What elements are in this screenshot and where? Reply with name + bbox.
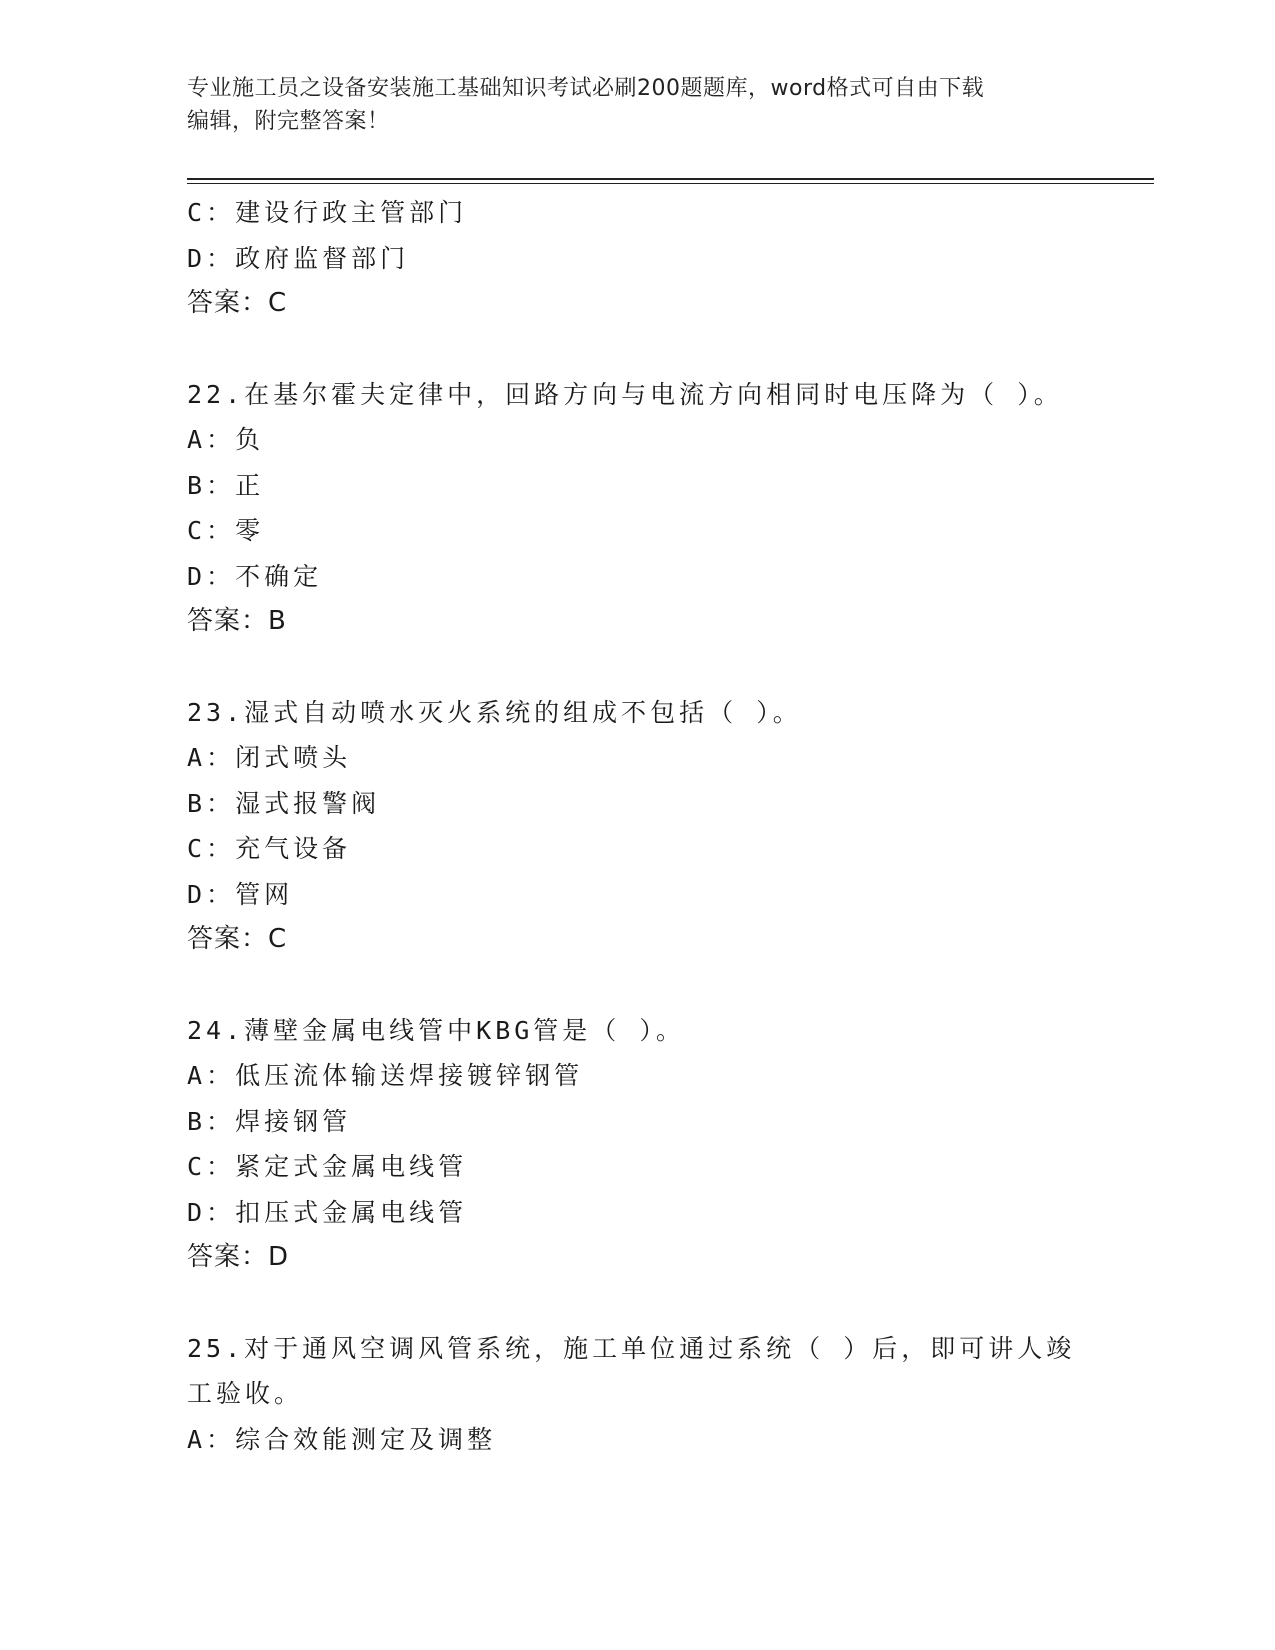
question-stem-line-1: 25.对于通风空调风管系统，施工单位通过系统（ ）后，即可讲人竣 bbox=[187, 1333, 1076, 1363]
question-24 bbox=[187, 1008, 1087, 1281]
option-text: 低压流体输送焊接镀锌钢管 bbox=[235, 1061, 584, 1090]
option-text: 管网 bbox=[235, 879, 294, 909]
option-text: 闭式喷头 bbox=[235, 743, 352, 772]
option-b bbox=[187, 463, 1087, 509]
question-25 bbox=[187, 1326, 1087, 1463]
question-22 bbox=[187, 372, 1087, 645]
option-label: C： bbox=[187, 834, 236, 863]
option-c bbox=[187, 1144, 1087, 1190]
option-label: D： bbox=[187, 243, 236, 273]
option-label: B： bbox=[187, 1106, 236, 1136]
option-label: A： bbox=[187, 743, 236, 772]
question-stem: 22.在基尔霍夫定律中，回路方向与电流方向相同时电压降为（ ）。 bbox=[187, 379, 1063, 409]
spacer bbox=[187, 645, 1087, 690]
option-text: 不确定 bbox=[235, 561, 323, 591]
option-text: 扣压式金属电线管 bbox=[235, 1197, 468, 1227]
option-label: A： bbox=[187, 425, 236, 454]
option-text: 零 bbox=[235, 516, 265, 545]
answer: 答案：D bbox=[187, 1242, 290, 1272]
option-label: B： bbox=[187, 788, 236, 818]
header-title-line-2: 编辑，附完整答案！ bbox=[187, 109, 390, 134]
question-21-continued bbox=[187, 190, 1087, 327]
answer: 答案：B bbox=[187, 606, 287, 636]
option-text: 负 bbox=[235, 425, 265, 454]
option-d bbox=[187, 554, 1087, 600]
option-text: 充气设备 bbox=[235, 834, 352, 863]
option-label: C： bbox=[187, 198, 236, 227]
answer: 答案：C bbox=[187, 924, 288, 954]
question-stem: 24.薄壁金属电线管中KBG管是（ ）。 bbox=[187, 1015, 685, 1045]
option-text: 焊接钢管 bbox=[235, 1106, 352, 1136]
option-text: 建设行政主管部门 bbox=[235, 198, 468, 227]
question-list bbox=[187, 190, 1087, 1462]
answer: 答案：C bbox=[187, 288, 288, 318]
option-b bbox=[187, 781, 1087, 827]
option-c bbox=[187, 508, 1087, 554]
document-header bbox=[187, 72, 1067, 138]
option-label: D： bbox=[187, 561, 236, 591]
option-d bbox=[187, 1190, 1087, 1236]
header-title-line-1: 专业施工员之设备安装施工基础知识考试必刷200题题库，word格式可自由下载 bbox=[187, 76, 985, 101]
spacer bbox=[187, 327, 1087, 372]
option-d bbox=[187, 872, 1087, 918]
option-a bbox=[187, 417, 1087, 463]
option-label: C： bbox=[187, 1152, 236, 1181]
spacer bbox=[187, 1281, 1087, 1326]
option-a bbox=[187, 1053, 1087, 1099]
header-divider-thin bbox=[187, 183, 1154, 184]
question-stem-line-2: 工验收。 bbox=[187, 1379, 304, 1408]
option-d bbox=[187, 236, 1087, 282]
option-label: C： bbox=[187, 516, 236, 545]
question-stem: 23.湿式自动喷水灭火系统的组成不包括（ ）。 bbox=[187, 697, 802, 727]
spacer bbox=[187, 963, 1087, 1008]
option-text: 紧定式金属电线管 bbox=[235, 1152, 468, 1181]
option-c bbox=[187, 190, 1087, 236]
option-a bbox=[187, 1417, 1087, 1463]
option-text: 湿式报警阀 bbox=[235, 788, 381, 818]
option-c bbox=[187, 826, 1087, 872]
header-divider-thick bbox=[187, 178, 1154, 180]
option-text: 综合效能测定及调整 bbox=[235, 1424, 497, 1454]
option-label: B： bbox=[187, 470, 236, 500]
option-a bbox=[187, 735, 1087, 781]
option-label: A： bbox=[187, 1424, 236, 1454]
option-label: D： bbox=[187, 1197, 236, 1227]
option-label: A： bbox=[187, 1061, 236, 1090]
option-text: 政府监督部门 bbox=[235, 243, 410, 273]
question-23 bbox=[187, 690, 1087, 963]
option-b bbox=[187, 1099, 1087, 1145]
option-text: 正 bbox=[235, 470, 265, 500]
option-label: D： bbox=[187, 879, 236, 909]
